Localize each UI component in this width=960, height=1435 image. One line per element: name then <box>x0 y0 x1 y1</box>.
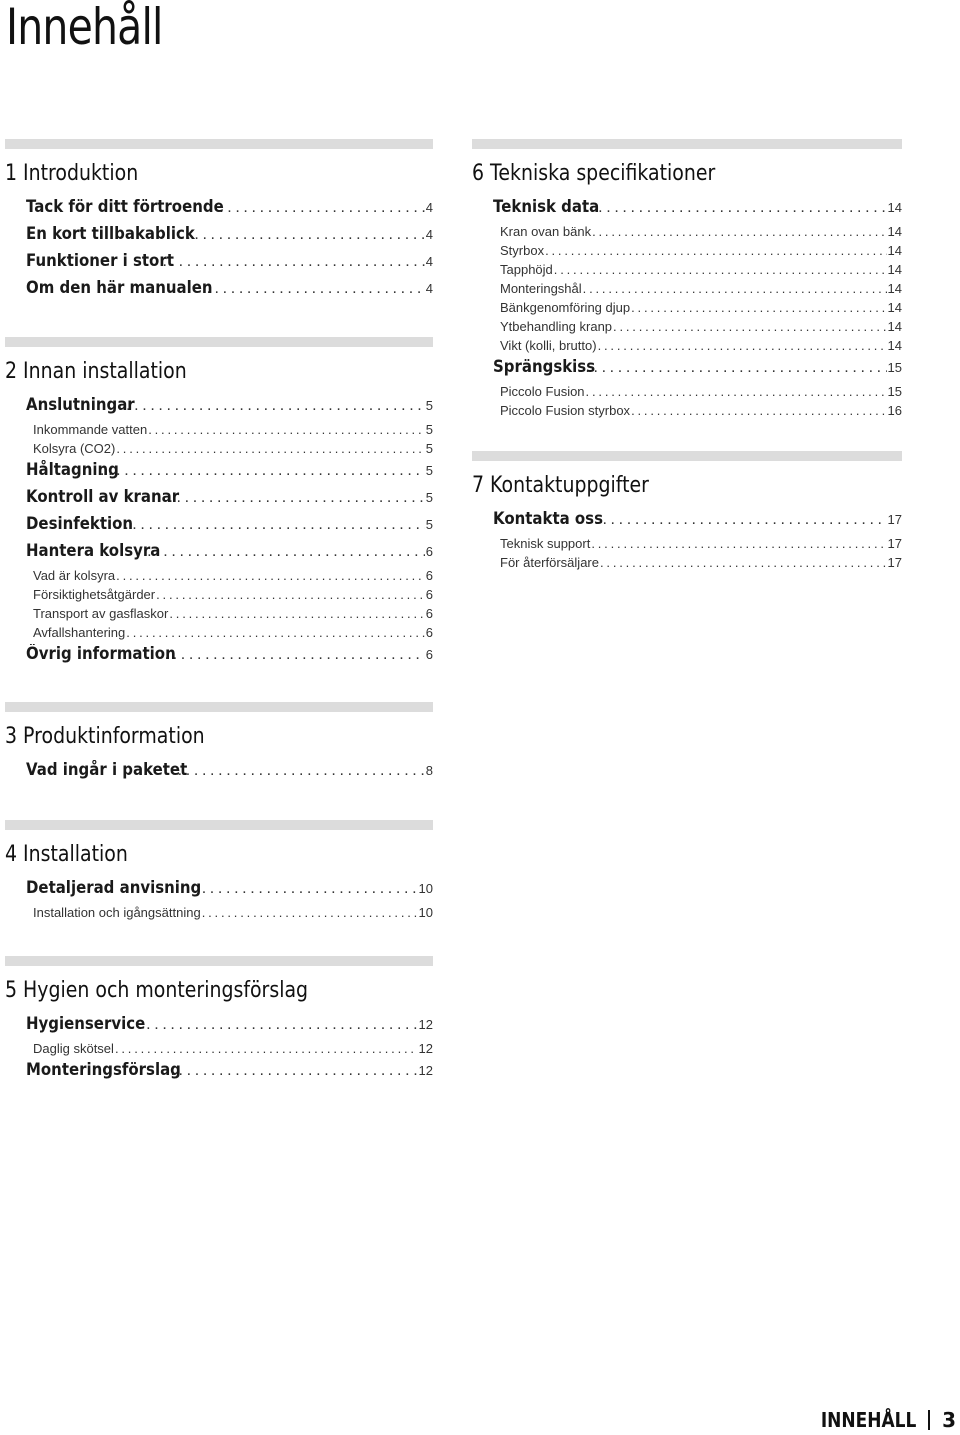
toc-entry-label: Kontroll av kranar <box>26 487 180 507</box>
toc-entry-label: Styrbox <box>500 243 545 258</box>
toc-page-number: 10 <box>418 881 433 896</box>
toc-entry-label: Detaljerad anvisning <box>26 878 202 898</box>
toc-entry-label: Kontakta oss <box>493 509 603 529</box>
toc-subentry[interactable] <box>5 441 433 460</box>
toc-dot-leader <box>194 880 418 898</box>
footer-label: INNEHÅLL <box>820 1408 917 1432</box>
toc-section-4 <box>5 820 433 924</box>
toc-subentry[interactable] <box>472 281 902 300</box>
toc-page-number: 6 <box>425 587 433 602</box>
section-divider-bar <box>5 337 433 347</box>
toc-dot-leader <box>219 199 425 217</box>
toc-entry[interactable] <box>5 395 433 422</box>
toc-dot-leader <box>116 568 425 583</box>
toc-entry-list <box>5 878 433 924</box>
section-title: 2 Innan installation <box>5 359 187 384</box>
toc-entry-label: Desinfektion <box>26 514 134 534</box>
toc-dot-leader <box>598 338 887 353</box>
toc-entry[interactable] <box>5 541 433 568</box>
section-title: 1 Introduktion <box>5 161 139 186</box>
toc-dot-leader <box>586 384 887 399</box>
toc-entry-label: Sprängskiss <box>493 357 596 377</box>
toc-dot-leader <box>577 359 886 377</box>
toc-page-number: 4 <box>425 227 433 242</box>
toc-page-number: 10 <box>418 905 433 920</box>
toc-dot-leader <box>582 199 887 217</box>
toc-entry[interactable] <box>5 878 433 905</box>
toc-dot-leader <box>147 543 425 561</box>
toc-subentry[interactable] <box>5 625 433 644</box>
toc-dot-leader <box>156 587 425 602</box>
toc-page-number: 5 <box>425 517 433 532</box>
toc-page-number: 17 <box>887 555 902 570</box>
toc-entry-label: Piccolo Fusion <box>500 384 585 399</box>
footer-separator <box>928 1410 930 1430</box>
toc-page-number: 15 <box>887 360 902 375</box>
toc-entry-label: Tack för ditt förtroende <box>26 197 224 217</box>
toc-entry[interactable] <box>5 1014 433 1041</box>
toc-subentry[interactable] <box>472 403 902 422</box>
toc-page-number: 14 <box>887 281 902 296</box>
toc-entry-label: Piccolo Fusion styrbox <box>500 403 631 418</box>
toc-entry-label: Kran ovan bänk <box>500 224 592 239</box>
toc-dot-leader <box>613 319 887 334</box>
toc-dot-leader <box>162 253 424 271</box>
toc-dot-leader <box>202 905 418 920</box>
toc-entry[interactable] <box>5 760 433 787</box>
toc-dot-leader <box>591 536 886 551</box>
toc-page-number: 14 <box>887 224 902 239</box>
toc-dot-leader <box>554 262 887 277</box>
toc-dot-leader <box>116 441 424 456</box>
toc-entry[interactable] <box>5 224 433 251</box>
toc-entry-label: Avfallshantering <box>33 625 126 640</box>
toc-page-number: 14 <box>887 243 902 258</box>
toc-entry-label: Funktioner i stort <box>26 251 174 271</box>
toc-entry-label: Försiktighetsåtgärder <box>33 587 156 602</box>
section-title: 4 Installation <box>5 842 128 867</box>
toc-dot-leader <box>631 300 886 315</box>
toc-page-number: 4 <box>425 281 433 296</box>
toc-entry-label: Vikt (kolli, brutto) <box>500 338 597 353</box>
toc-page-number: 6 <box>425 544 433 559</box>
toc-dot-leader <box>586 511 886 529</box>
toc-page-number: 4 <box>425 254 433 269</box>
toc-dot-leader <box>165 646 425 664</box>
toc-subentry[interactable] <box>5 905 433 924</box>
toc-section-5 <box>5 956 433 1087</box>
toc-page-number: 12 <box>418 1017 433 1032</box>
toc-page-number: 16 <box>887 403 902 418</box>
toc-entry-label: För återförsäljare <box>500 555 599 570</box>
toc-entry-label: Kolsyra (CO2) <box>33 441 116 456</box>
toc-entry-list <box>5 1014 433 1087</box>
toc-entry-label: Daglig skötsel <box>33 1041 114 1056</box>
toc-entry[interactable] <box>472 509 902 536</box>
section-title: 3 Produktinformation <box>5 724 205 749</box>
toc-entry-label: Vad ingår i paketet <box>26 760 188 780</box>
toc-page-number: 12 <box>418 1063 433 1078</box>
toc-entry[interactable] <box>472 357 902 384</box>
toc-entry[interactable] <box>5 251 433 278</box>
toc-entry-label: Om den här manualen <box>26 278 213 298</box>
section-divider-bar <box>472 451 902 461</box>
toc-section-6 <box>472 139 902 422</box>
section-divider-bar <box>5 956 433 966</box>
toc-subentry[interactable] <box>472 338 902 357</box>
toc-page-number: 4 <box>425 200 433 215</box>
toc-entry-label: Monteringsförslag <box>26 1060 181 1080</box>
toc-entry[interactable] <box>5 460 433 487</box>
toc-dot-leader <box>118 397 425 415</box>
toc-dot-leader <box>170 1062 417 1080</box>
toc-page-number: 6 <box>425 606 433 621</box>
toc-subentry[interactable] <box>472 536 902 555</box>
section-divider-bar <box>5 820 433 830</box>
toc-dot-leader <box>545 243 886 258</box>
toc-page-number: 17 <box>887 536 902 551</box>
toc-page-number: 5 <box>425 463 433 478</box>
toc-page-number: 15 <box>887 384 902 399</box>
toc-dot-leader <box>168 489 424 507</box>
toc-subentry[interactable] <box>5 606 433 625</box>
toc-entry-label: Bänkgenomföring djup <box>500 300 631 315</box>
toc-section-1 <box>5 139 433 305</box>
toc-entry-label: Övrig information <box>26 644 176 664</box>
toc-entry-list <box>472 197 902 422</box>
toc-dot-leader <box>600 555 887 570</box>
toc-subentry[interactable] <box>5 1041 433 1060</box>
toc-entry-label: Monteringshål <box>500 281 582 296</box>
toc-page-number: 8 <box>425 763 433 778</box>
toc-entry-label: Tapphöjd <box>500 262 553 277</box>
section-divider-bar <box>5 702 433 712</box>
toc-page-number: 5 <box>425 441 433 456</box>
section-divider-bar <box>5 139 433 149</box>
toc-entry-label: Inkommande vatten <box>33 422 148 437</box>
toc-page-number: 14 <box>887 200 902 215</box>
toc-subentry[interactable] <box>472 300 902 319</box>
toc-subentry[interactable] <box>5 587 433 606</box>
toc-entry-list <box>472 509 902 574</box>
toc-entry-label: Hygienservice <box>26 1014 146 1034</box>
toc-entry[interactable] <box>5 487 433 514</box>
page-footer <box>804 1405 956 1435</box>
toc-entry-list <box>5 760 433 787</box>
toc-page-number: 17 <box>887 512 902 527</box>
toc-subentry[interactable] <box>5 422 433 441</box>
toc-dot-leader <box>115 1041 418 1056</box>
toc-section-3 <box>5 702 433 787</box>
toc-dot-leader <box>148 422 425 437</box>
toc-entry[interactable] <box>5 644 433 671</box>
toc-dot-leader <box>186 226 424 244</box>
toc-subentry[interactable] <box>472 243 902 262</box>
toc-entry-label: Håltagning <box>26 460 119 480</box>
toc-entry-label: Transport av gasflaskor <box>33 606 169 621</box>
toc-subentry[interactable] <box>472 555 902 574</box>
toc-page-number: 5 <box>425 490 433 505</box>
section-title: 5 Hygien och monteringsförslag <box>5 978 309 1003</box>
toc-subentry[interactable] <box>472 262 902 281</box>
toc-entry[interactable] <box>5 1060 433 1087</box>
toc-entry-label: Teknisk support <box>500 536 591 551</box>
section-divider-bar <box>472 139 902 149</box>
toc-entry[interactable] <box>5 278 433 305</box>
toc-dot-leader <box>169 606 424 621</box>
section-title: 7 Kontaktuppgifter <box>472 473 649 498</box>
toc-entry-list <box>5 197 433 305</box>
toc-entry-label: En kort tillbakablick <box>26 224 195 244</box>
footer-page-number: 3 <box>942 1408 956 1432</box>
toc-entry-label: Teknisk data <box>493 197 600 217</box>
toc-dot-leader <box>130 1016 418 1034</box>
section-title: 6 Tekniska specifikationer <box>472 161 716 186</box>
page-title: Innehåll <box>6 0 163 56</box>
toc-page-number: 6 <box>425 647 433 662</box>
toc-section-2 <box>5 337 433 671</box>
toc-entry[interactable] <box>472 197 902 224</box>
toc-dot-leader <box>100 462 425 480</box>
toc-dot-leader <box>206 280 424 298</box>
toc-subentry[interactable] <box>472 224 902 243</box>
toc-dot-leader <box>116 516 425 534</box>
toc-page-number: 5 <box>425 422 433 437</box>
toc-page-number: 14 <box>887 338 902 353</box>
toc-entry[interactable] <box>5 197 433 224</box>
toc-subentry[interactable] <box>472 319 902 338</box>
toc-entry-label: Installation och igångsättning <box>33 905 201 920</box>
toc-entry-label: Anslutningar <box>26 395 135 415</box>
toc-entry-label: Vad är kolsyra <box>33 568 116 583</box>
toc-entry-label: Ytbehandling kranp <box>500 319 613 334</box>
toc-subentry[interactable] <box>5 568 433 587</box>
toc-page-number: 6 <box>425 625 433 640</box>
toc-entry[interactable] <box>5 514 433 541</box>
toc-section-7 <box>472 451 902 574</box>
toc-entry-label: Hantera kolsyra <box>26 541 161 561</box>
toc-page-number: 14 <box>887 300 902 315</box>
toc-page-number: 14 <box>887 262 902 277</box>
toc-page-number: 12 <box>418 1041 433 1056</box>
toc-page-number: 14 <box>887 319 902 334</box>
toc-entry-list <box>5 395 433 671</box>
toc-dot-leader <box>631 403 886 418</box>
toc-dot-leader <box>126 625 425 640</box>
toc-page-number: 6 <box>425 568 433 583</box>
toc-subentry[interactable] <box>472 384 902 403</box>
toc-dot-leader <box>592 224 886 239</box>
toc-page-number: 5 <box>425 398 433 413</box>
toc-dot-leader <box>178 762 425 780</box>
toc-dot-leader <box>583 281 887 296</box>
